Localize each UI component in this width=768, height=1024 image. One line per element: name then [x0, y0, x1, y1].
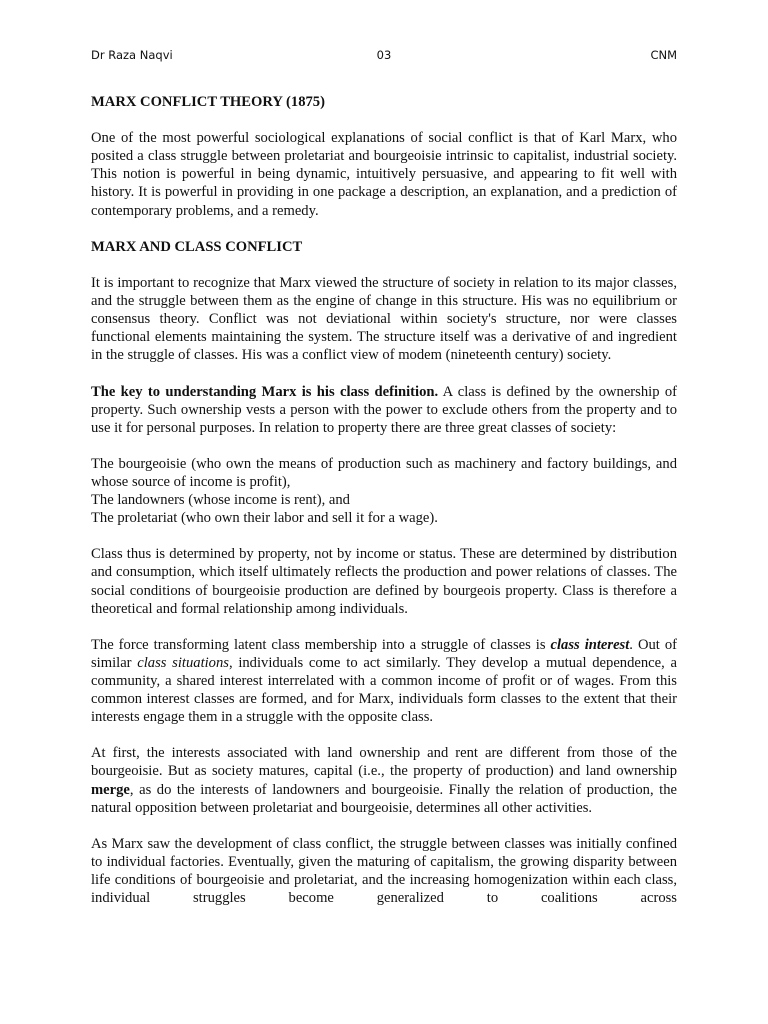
document-body [91, 93, 677, 907]
class-item-bourgeoisie: The bourgeoisie (who own the means of production such as machinery and factory buildings, and whose source of income is profit), [91, 455, 677, 490]
paragraph-class-definition [91, 383, 677, 437]
class-item-landowners: The landowners (whose income is rent), and [91, 492, 350, 509]
paragraph-structure: It is important to recognize that Marx viewed the structure of society in relation to its major classes, and the struggle between them as the engine of change in this structure. His was no equilibrium or consensus theory. Conflict was not deviational within society's structure, nor were classes functional elements maintaining the system. The structure itself was a derivative of and ingredient in the struggle of classes. His was a conflict view of modem (nineteenth century) society. [91, 274, 677, 364]
paragraph-class-interest [91, 636, 677, 726]
land-ownership-text-c: , as do the interests of landowners and bourgeoisie. Finally the relation of production, the natural opposition between proletariat and bourgeoisie, determines all other activities. [91, 781, 677, 816]
section-title-marx-conflict-theory: MARX CONFLICT THEORY (1875) [91, 94, 325, 110]
class-interest-text-a: The force transforming latent class membership into a struggle of classes is [91, 636, 551, 653]
class-interest-text-e: , individuals come to act similarly. They develop a mutual dependence, a community, a shared interest interrelated with a common income of profit or of wages. From this common interest classes are formed, and for Marx, individuals form classes to the extent that their interests engage them in a struggle with the opposite class. [91, 654, 677, 726]
paragraph-intro: One of the most powerful sociological explanations of social conflict is that of Karl Marx, who posited a class struggle between proletariat and bourgeoisie intrinsic to capitalist, industrial society. This notion is powerful in being dynamic, intuitively persuasive, and appearing to fit well with history. It is powerful in providing in one package a description, an explanation, and a prediction of contemporary problems, and a remedy. [91, 130, 677, 219]
header-code: CNM [650, 48, 677, 62]
header-author: Dr Raza Naqvi [91, 48, 173, 62]
land-ownership-text-a: At first, the interests associated with land ownership and rent are different from those of the bourgeoisie. But as society matures, capital (i.e., the property of production) and land ownership [91, 745, 677, 780]
class-situations-term: class situations [137, 654, 229, 671]
paragraph-land-ownership [91, 744, 677, 816]
header-page-number: 03 [376, 48, 392, 62]
class-interest-text-c: . Out of similar [91, 636, 677, 671]
merge-term: merge [91, 781, 130, 798]
paragraph-development: As Marx saw the development of class conflict, the struggle between classes was initially confined to individual factories. Eventually, given the maturing of capitalism, the growing disparity between life conditions of bourgeoisie and proletariat, and the increasing homogenization within each class, individual struggles become generalized to coalitions across [91, 835, 677, 907]
class-item-proletariat: The proletariat (who own their labor and sell it for a wage). [91, 510, 438, 527]
class-interest-term: class interest [550, 636, 630, 653]
paragraph-property: Class thus is determined by property, not by income or status. These are determined by distribution and consumption, which itself ultimately reflects the production and power relations of classes. The social conditions of bourgeoisie production are defined by bourgeois property. Class is therefore a theoretical and formal relationship among individuals. [91, 546, 677, 617]
section-title-marx-class-conflict: MARX AND CLASS CONFLICT [91, 238, 303, 255]
class-definition-text: A class is defined by the ownership of property. Such ownership vests a person with the power to exclude others from the property and to use it for personal purposes. In relation to property there are three great classes of society: [91, 383, 677, 436]
class-definition-key-sentence: The key to understanding Marx is his class definition. [91, 383, 439, 400]
page-header [91, 48, 677, 66]
